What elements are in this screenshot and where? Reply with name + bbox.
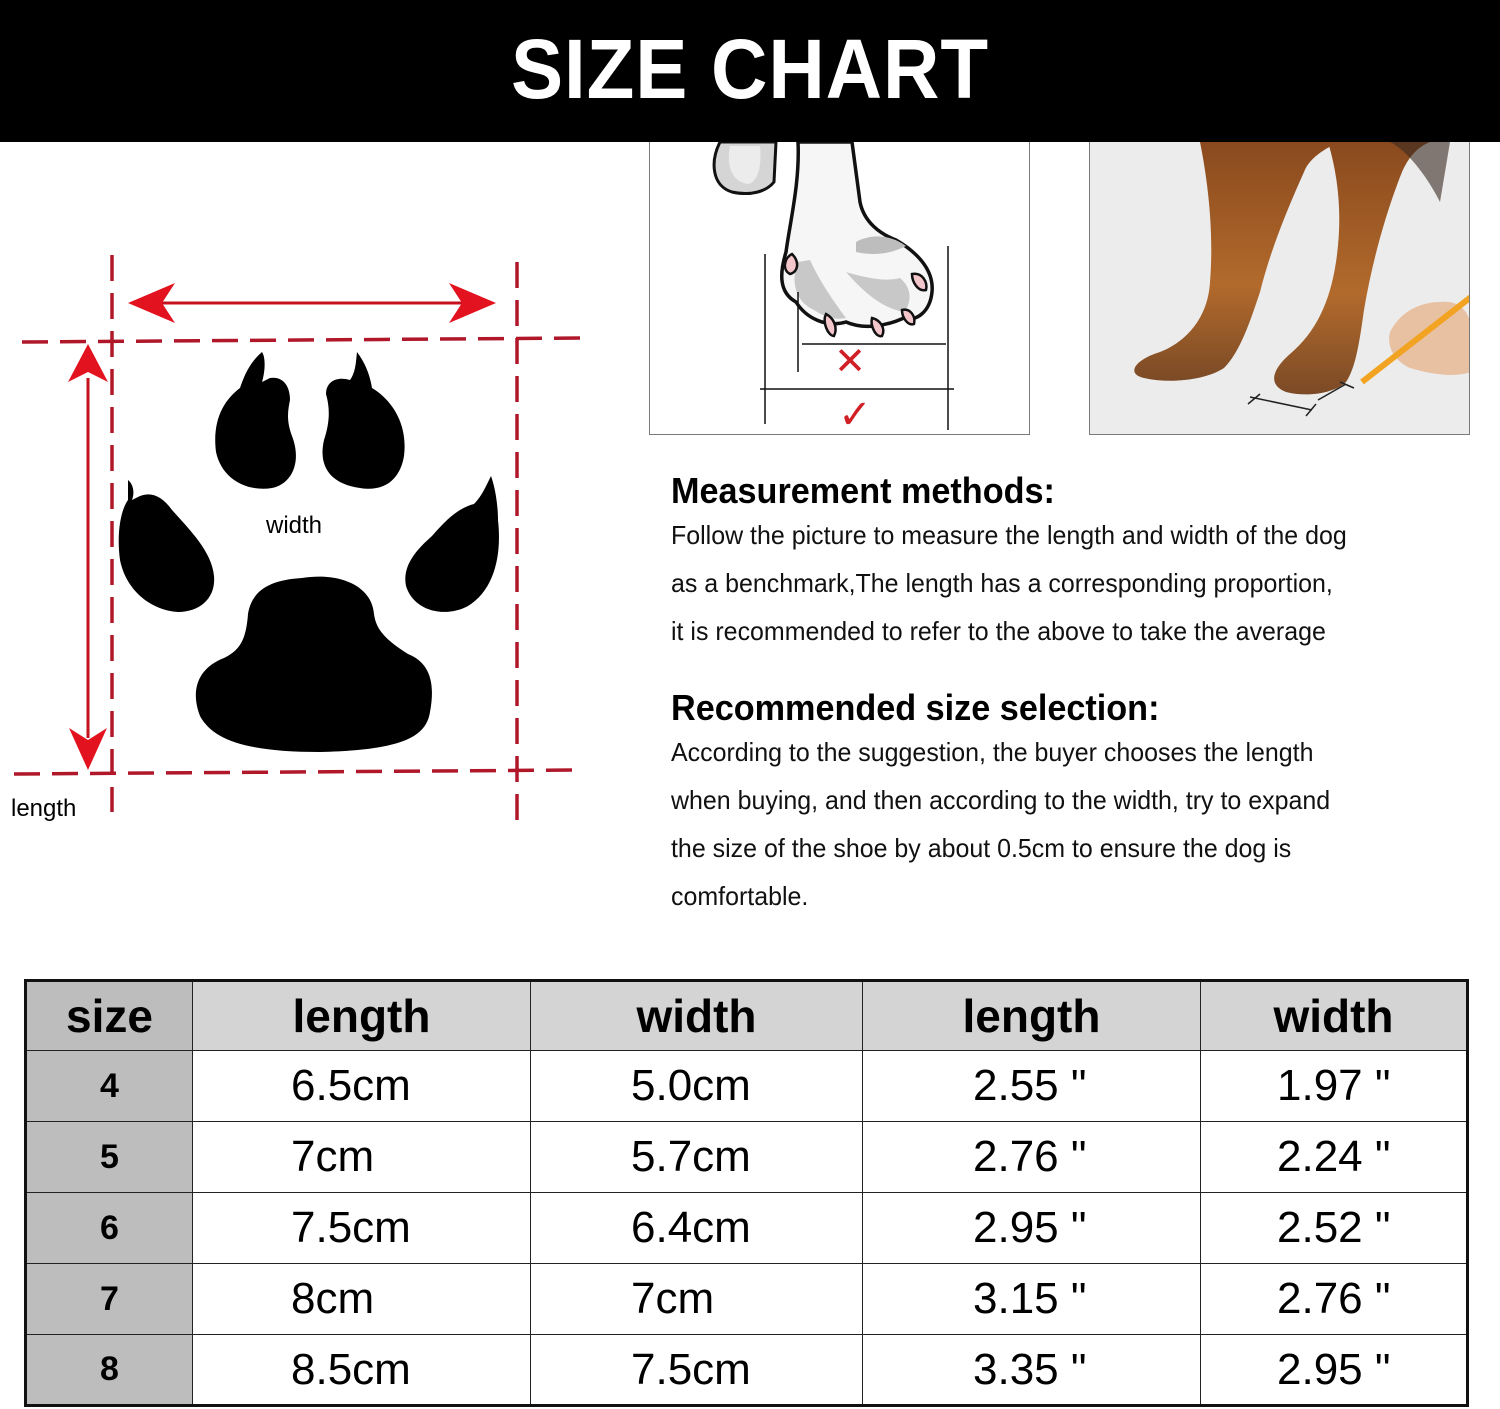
double-arrow-horizontal-icon — [128, 283, 496, 323]
title-banner — [0, 0, 1500, 142]
cartoon-paw-graphic — [650, 142, 1030, 435]
width-cm-cell: 6.4cm — [531, 1193, 863, 1264]
measurement-line: Follow the picture to measure the length and width of the dog — [671, 520, 1347, 550]
table-row — [26, 1193, 1468, 1264]
checkmark-icon: ✓ — [838, 392, 872, 435]
length-in-cell: 3.15 " — [863, 1264, 1201, 1335]
width-in-cell: 2.95 " — [1201, 1335, 1468, 1406]
column-header-length-cm: length — [193, 981, 531, 1051]
width-in-cell: 2.24 " — [1201, 1122, 1468, 1193]
dog-legs-graphic — [1090, 142, 1470, 435]
length-in-cell: 2.95 " — [863, 1193, 1201, 1264]
width-cm-cell: 5.0cm — [531, 1051, 863, 1122]
table-row — [26, 1264, 1468, 1335]
width-in-cell: 2.52 " — [1201, 1193, 1468, 1264]
width-in-cell: 2.76 " — [1201, 1264, 1468, 1335]
paw-print-icon — [119, 352, 499, 752]
size-cell: 7 — [26, 1264, 193, 1335]
column-header-size: size — [26, 981, 193, 1051]
page-title: SIZE CHART — [510, 21, 990, 116]
measurement-line: as a benchmark,The length has a corresponding proportion, — [671, 568, 1333, 598]
recommendation-line: when buying, and then according to the width, try to expand — [671, 785, 1331, 815]
measurement-methods-heading: Measurement methods: — [671, 470, 1055, 511]
width-cm-cell: 7.5cm — [531, 1335, 863, 1406]
length-cm-cell: 7cm — [193, 1122, 531, 1193]
length-in-cell: 2.76 " — [863, 1122, 1201, 1193]
width-in-cell: 1.97 " — [1201, 1051, 1468, 1122]
length-cm-cell: 8cm — [193, 1264, 531, 1335]
paw-diagram-graphic — [0, 240, 600, 840]
size-cell: 6 — [26, 1193, 193, 1264]
column-header-length-in: length — [863, 981, 1201, 1051]
column-header-width-cm: width — [531, 981, 863, 1051]
table-header-row — [26, 981, 1468, 1051]
measurement-line: it is recommended to refer to the above to take the average — [671, 616, 1326, 646]
double-arrow-vertical-icon — [68, 344, 108, 770]
length-label: length — [11, 795, 77, 822]
cross-icon: ✕ — [834, 341, 866, 383]
size-table — [24, 979, 1469, 1407]
size-cell: 8 — [26, 1335, 193, 1406]
length-cm-cell: 6.5cm — [193, 1051, 531, 1122]
length-in-cell: 3.35 " — [863, 1335, 1201, 1406]
size-cell: 4 — [26, 1051, 193, 1122]
recommendation-line: According to the suggestion, the buyer chooses the length — [671, 737, 1314, 767]
length-cm-cell: 7.5cm — [193, 1193, 531, 1264]
measurement-methods-section — [671, 471, 1481, 655]
width-label: width — [266, 512, 323, 539]
table-row — [26, 1122, 1468, 1193]
length-in-cell: 2.55 " — [863, 1051, 1201, 1122]
table-row — [26, 1051, 1468, 1122]
recommended-size-section — [671, 688, 1481, 920]
width-cm-cell: 5.7cm — [531, 1122, 863, 1193]
recommendation-line: comfortable. — [671, 881, 809, 911]
cartoon-paw-illustration — [649, 142, 1030, 435]
paw-measurement-diagram — [0, 240, 600, 840]
width-cm-cell: 7cm — [531, 1264, 863, 1335]
recommended-size-heading: Recommended size selection: — [671, 687, 1160, 728]
column-header-width-in: width — [1201, 981, 1468, 1051]
dog-legs-photo — [1089, 142, 1470, 435]
recommendation-line: the size of the shoe by about 0.5cm to ensure the dog is — [671, 833, 1292, 863]
size-cell: 5 — [26, 1122, 193, 1193]
length-cm-cell: 8.5cm — [193, 1335, 531, 1406]
table-row — [26, 1335, 1468, 1406]
